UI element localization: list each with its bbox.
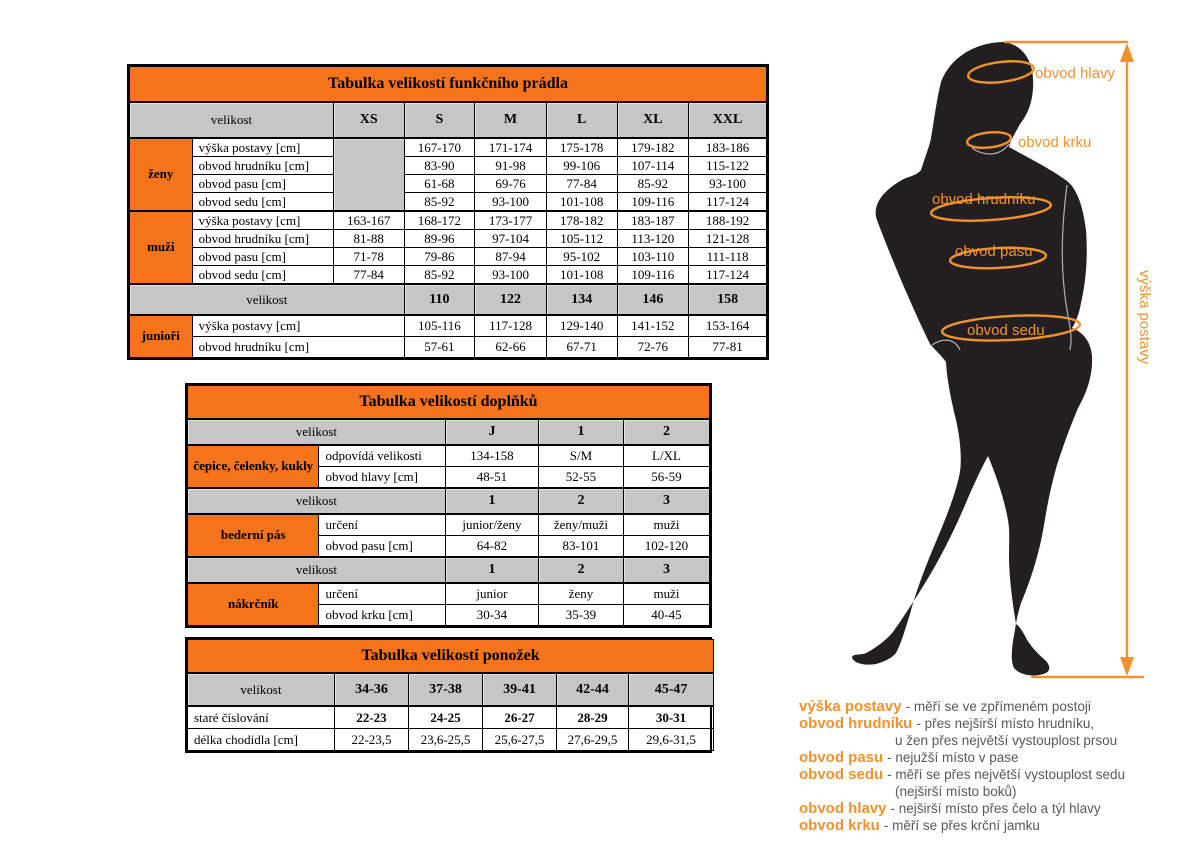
legend-description: - měří se přes krční jamku	[883, 818, 1040, 833]
size-column-header: XL	[617, 102, 689, 138]
socks-table	[187, 639, 714, 751]
size-header-label: velikost	[188, 488, 446, 514]
table-row	[188, 706, 714, 729]
junior-size-header-label: velikost	[130, 284, 405, 315]
size-column-header: 3	[623, 557, 709, 583]
value-cell: 52-55	[538, 467, 623, 489]
group-label: nákrčník	[188, 583, 319, 626]
table-row	[130, 138, 767, 157]
size-column-header: S	[404, 102, 475, 138]
value-cell: ženy	[538, 583, 623, 605]
legend-term: obvod krku	[799, 817, 880, 834]
label-body-height: výška postavy	[1136, 270, 1153, 365]
value-cell: 111-118	[689, 248, 767, 266]
row-label: určení	[319, 514, 445, 536]
value-cell: 89-96	[404, 230, 475, 248]
empty-xs-cell	[333, 138, 404, 211]
size-column-header: 34-36	[335, 673, 409, 706]
legend-term: obvod sedu	[799, 766, 884, 783]
table-row	[130, 284, 767, 315]
value-cell: 62-66	[475, 337, 547, 358]
row-label: obvod sedu [cm]	[192, 266, 333, 285]
table-title: Tabulka velikostí ponožek	[188, 640, 714, 674]
legend-item	[799, 817, 1189, 834]
table-row	[130, 337, 767, 358]
legend-description: - přes nejširší místo hrudníku,	[916, 716, 1095, 731]
row-label: výška postavy [cm]	[192, 315, 404, 337]
size-header-label: velikost	[188, 419, 446, 445]
row-label: obvod sedu [cm]	[192, 193, 333, 212]
measurement-legend	[799, 698, 1189, 834]
value-cell: 30-31	[629, 706, 714, 729]
legend-item	[799, 800, 1189, 817]
row-label: určení	[319, 583, 445, 605]
legend-description: - měří se přes největší vystouplost sedu	[887, 767, 1126, 782]
size-column-header: 2	[538, 488, 623, 514]
row-label: délka chodidla [cm]	[188, 729, 335, 751]
table-row	[188, 514, 710, 536]
row-label: obvod hrudníku [cm]	[192, 230, 333, 248]
table-row	[188, 488, 710, 514]
value-cell: 72-76	[617, 337, 689, 358]
size-column-header: L	[546, 102, 617, 138]
label-chest-circumference: obvod hrudníku	[932, 191, 1036, 208]
value-cell: 77-84	[333, 266, 404, 285]
row-label: výška postavy [cm]	[192, 211, 333, 230]
functional-underwear-table	[129, 66, 767, 358]
value-cell: 171-174	[475, 138, 547, 157]
value-cell: 67-71	[546, 337, 617, 358]
value-cell: 163-167	[333, 211, 404, 230]
table-row	[188, 445, 710, 467]
size-column-header: 39-41	[483, 673, 557, 706]
table-row	[188, 640, 714, 674]
value-cell: 71-78	[333, 248, 404, 266]
value-cell: 77-84	[546, 175, 617, 193]
legend-item	[799, 698, 1189, 715]
value-cell: 105-116	[404, 315, 475, 337]
row-label: odpovídá velikosti	[319, 445, 445, 467]
arrow-down-icon	[1120, 657, 1134, 676]
table-functional-underwear-wrap	[127, 64, 769, 360]
value-cell: muži	[623, 583, 709, 605]
table-row	[130, 230, 767, 248]
size-column-header: 2	[623, 419, 709, 445]
value-cell: 35-39	[538, 605, 623, 626]
row-label: obvod pasu [cm]	[192, 248, 333, 266]
row-label: výška postavy [cm]	[192, 138, 333, 157]
value-cell: 117-124	[689, 193, 767, 212]
size-column-header: 3	[623, 488, 709, 514]
value-cell: 87-94	[475, 248, 547, 266]
measurement-figure	[820, 20, 1180, 720]
value-cell: 69-76	[475, 175, 547, 193]
value-cell: 57-61	[404, 337, 475, 358]
legend-description-continued: (nejširší místo boků)	[895, 784, 1017, 799]
row-label: obvod pasu [cm]	[319, 536, 445, 558]
value-cell: 97-104	[475, 230, 547, 248]
value-cell: 95-102	[546, 248, 617, 266]
legend-term: obvod pasu	[799, 749, 884, 766]
junior-size-column-header: 110	[404, 284, 475, 315]
legend-item	[799, 715, 1189, 732]
value-cell: 26-27	[483, 706, 557, 729]
table-row	[130, 175, 767, 193]
size-header-label: velikost	[188, 673, 335, 706]
legend-description: - měří se ve zpřímeném postoji	[905, 699, 1091, 714]
value-cell: ženy/muži	[538, 514, 623, 536]
value-cell: 178-182	[546, 211, 617, 230]
legend-item	[799, 766, 1189, 783]
table-row	[130, 266, 767, 285]
value-cell: 85-92	[617, 175, 689, 193]
label-head-circumference: obvod hlavy	[1035, 65, 1116, 82]
table-row	[188, 386, 710, 420]
row-label: obvod hrudníku [cm]	[192, 157, 333, 175]
legend-description: - nejužší místo v pase	[887, 750, 1019, 765]
value-cell: 153-164	[689, 315, 767, 337]
size-column-header: J	[445, 419, 538, 445]
value-cell: 134-158	[445, 445, 538, 467]
value-cell: 99-106	[546, 157, 617, 175]
value-cell: 64-82	[445, 536, 538, 558]
value-cell: 29,6-31,5	[629, 729, 714, 751]
value-cell: 27,6-29,5	[557, 729, 629, 751]
value-cell: 93-100	[475, 193, 547, 212]
value-cell: 141-152	[617, 315, 689, 337]
table-row	[188, 583, 710, 605]
value-cell: 129-140	[546, 315, 617, 337]
size-column-header: M	[475, 102, 547, 138]
table-row	[188, 419, 710, 445]
label-neck-circumference: obvod krku	[1018, 134, 1092, 151]
legend-description: - nejširší místo přes čelo a týl hlavy	[890, 801, 1101, 816]
value-cell: 101-108	[546, 193, 617, 212]
size-column-header: XXL	[689, 102, 767, 138]
table-socks-wrap	[185, 637, 712, 753]
size-header-label: velikost	[130, 102, 334, 138]
row-label: obvod hrudníku [cm]	[192, 337, 404, 358]
legend-term: obvod hrudníku	[799, 715, 913, 732]
legend-term: obvod hlavy	[799, 800, 887, 817]
group-label: muži	[130, 211, 193, 284]
size-header-label: velikost	[188, 557, 446, 583]
value-cell: 102-120	[623, 536, 709, 558]
value-cell: 115-122	[689, 157, 767, 175]
group-label: bederní pás	[188, 514, 319, 557]
table-title: Tabulka velikostí funkčního prádla	[130, 67, 767, 103]
value-cell: 175-178	[546, 138, 617, 157]
value-cell: 93-100	[475, 266, 547, 285]
table-accessories-wrap	[185, 383, 712, 628]
legend-description-continued: u žen přes největší vystouplost prsou	[895, 733, 1118, 748]
value-cell: 56-59	[623, 467, 709, 489]
size-column-header: XS	[333, 102, 404, 138]
table-row	[130, 67, 767, 103]
value-cell: junior/ženy	[445, 514, 538, 536]
label-hip-circumference: obvod sedu	[967, 322, 1045, 339]
value-cell: 179-182	[617, 138, 689, 157]
table-row	[130, 248, 767, 266]
table-row	[130, 157, 767, 175]
group-label: ženy	[130, 138, 193, 211]
arrow-up-icon	[1120, 43, 1134, 62]
table-row	[130, 315, 767, 337]
value-cell: 188-192	[689, 211, 767, 230]
label-waist-circumference: obvod pasu	[955, 243, 1033, 260]
value-cell: 85-92	[404, 266, 475, 285]
table-title: Tabulka velikostí doplňků	[188, 386, 710, 420]
table-row	[188, 673, 714, 706]
value-cell: 117-128	[475, 315, 547, 337]
value-cell: 117-124	[689, 266, 767, 285]
value-cell: 113-120	[617, 230, 689, 248]
value-cell: 109-116	[617, 266, 689, 285]
legend-item	[799, 749, 1189, 766]
value-cell: 30-34	[445, 605, 538, 626]
value-cell: 85-92	[404, 193, 475, 212]
value-cell: 83-90	[404, 157, 475, 175]
value-cell: 93-100	[689, 175, 767, 193]
junior-size-column-header: 158	[689, 284, 767, 315]
junior-size-column-header: 134	[546, 284, 617, 315]
size-column-header: 2	[538, 557, 623, 583]
value-cell: 109-116	[617, 193, 689, 212]
value-cell: 22-23,5	[335, 729, 409, 751]
value-cell: S/M	[538, 445, 623, 467]
value-cell: 91-98	[475, 157, 547, 175]
value-cell: 168-172	[404, 211, 475, 230]
value-cell: 25,6-27,5	[483, 729, 557, 751]
junior-size-column-header: 122	[475, 284, 547, 315]
size-column-header: 1	[445, 488, 538, 514]
row-label: obvod hlavy [cm]	[319, 467, 445, 489]
value-cell: 183-186	[689, 138, 767, 157]
value-cell: 83-101	[538, 536, 623, 558]
value-cell: 101-108	[546, 266, 617, 285]
legend-term: výška postavy	[799, 698, 902, 715]
value-cell: 22-23	[335, 706, 409, 729]
accessories-table	[187, 385, 710, 626]
table-row	[130, 102, 767, 138]
group-label: čepice, čelenky, kukly	[188, 445, 319, 488]
value-cell: 105-112	[546, 230, 617, 248]
row-label: obvod krku [cm]	[319, 605, 445, 626]
table-row	[130, 193, 767, 212]
value-cell: 183-187	[617, 211, 689, 230]
value-cell: 107-114	[617, 157, 689, 175]
value-cell: 81-88	[333, 230, 404, 248]
value-cell: L/XL	[623, 445, 709, 467]
value-cell: 103-110	[617, 248, 689, 266]
value-cell: 40-45	[623, 605, 709, 626]
row-label: obvod pasu [cm]	[192, 175, 333, 193]
value-cell: 28-29	[557, 706, 629, 729]
junior-size-column-header: 146	[617, 284, 689, 315]
size-column-header: 42-44	[557, 673, 629, 706]
value-cell: 173-177	[475, 211, 547, 230]
table-row	[130, 211, 767, 230]
table-row	[188, 729, 714, 751]
value-cell: junior	[445, 583, 538, 605]
group-label: junioři	[130, 315, 193, 358]
value-cell: 121-128	[689, 230, 767, 248]
size-column-header: 37-38	[409, 673, 483, 706]
value-cell: 77-81	[689, 337, 767, 358]
value-cell: 48-51	[445, 467, 538, 489]
value-cell: 61-68	[404, 175, 475, 193]
value-cell: 23,6-25,5	[409, 729, 483, 751]
value-cell: muži	[623, 514, 709, 536]
row-label: staré číslování	[188, 706, 335, 729]
value-cell: 24-25	[409, 706, 483, 729]
value-cell: 79-86	[404, 248, 475, 266]
size-column-header: 1	[538, 419, 623, 445]
size-column-header: 45-47	[629, 673, 714, 706]
table-row	[188, 557, 710, 583]
value-cell: 167-170	[404, 138, 475, 157]
size-column-header: 1	[445, 557, 538, 583]
